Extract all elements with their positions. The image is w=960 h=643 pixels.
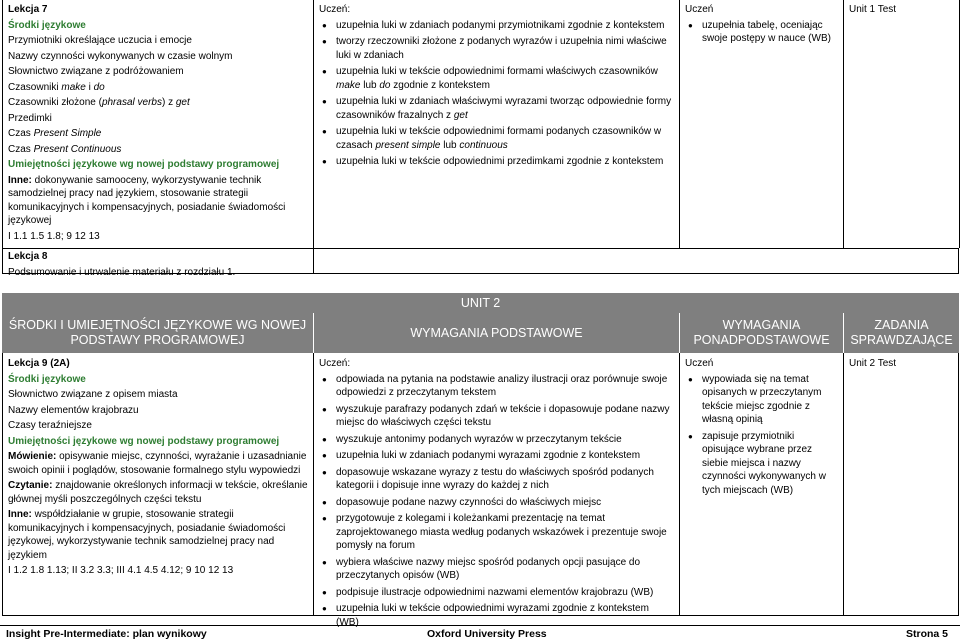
lesson7-item-make-do: Czasowniki make i do [8, 81, 105, 93]
list-item: ● uzupełnia luki w zdaniach właściwymi wyrazami tworząc odpowiednie formy czasowników frazalnych z get [319, 95, 674, 122]
lesson7-item-phrasal: Czasowniki złożone (phrasal verbs) z get [8, 97, 190, 108]
lesson9-basic-list [319, 373, 674, 630]
list-item: ● uzupełnia tabelę, oceniając swoje postępy w nauce (WB) [685, 19, 838, 46]
lesson9-item: Czasy teraźniejsze [8, 420, 92, 431]
lesson9-title: Lekcja 9 (2A) [8, 358, 70, 369]
lesson7-item: Nazwy czynności wykonywanych w czasie wolnym [8, 50, 233, 62]
test-label: Unit 1 Test [849, 4, 897, 15]
lesson8-empty-cell [314, 248, 959, 274]
uczen-label: Uczeń: [319, 4, 351, 15]
lesson7-skills-heading: Umiejętności językowe wg nowej podstawy programowej [8, 159, 280, 170]
lesson7-inne: Inne: dokonywanie samooceny, wykorzystywanie technik samodzielnej pracy nad językiem, stosowanie strategii komunikacyjnych i kompensacyjnych, posiadanie świadomości językowej [8, 174, 286, 226]
lesson7-item-simple: Czas Present Simple [8, 128, 102, 139]
list-item: ● podpisuje ilustracje odpowiednimi nazwami elementów krajobrazu (WB) [319, 586, 674, 600]
list-item: ● dopasowuje podane nazwy czynności do właściwych miejsc [319, 496, 674, 510]
lesson7-means-heading: Środki językowe [8, 19, 86, 31]
header-extended-label: WYMAGANIA PONADPODSTAWOWE [693, 318, 830, 347]
unit2-banner [2, 293, 959, 313]
lesson7-item-continuous: Czas Present Continuous [8, 143, 122, 155]
uczen-label: Uczeń: [319, 358, 351, 369]
list-item: ● wybiera właściwe nazwy miejsc spośród podanych opcji pasujące do przeczytanych opisów (WB) [319, 556, 674, 583]
footer-title: Insight Pre-Intermediate: plan wynikowy [6, 628, 207, 640]
lesson9-czytanie: Czytanie: znajdowanie określonych informacji w tekście, określanie głównej myśli poszczególnych części tekstu [8, 480, 308, 505]
header-tests [844, 313, 959, 353]
list-item: ● dopasowuje wskazane wyrazy z testu do właściwych spośród podanych kategorii i dopisuje inne wyrazy do każdej z nich [319, 466, 674, 493]
list-item: ● uzupełnia luki w tekście odpowiednimi wyrazami zgodnie z kontekstem (WB) [319, 602, 674, 629]
lesson7-extended-list [685, 19, 838, 46]
lesson9-item: Słownictwo związane z opisem miasta [8, 389, 178, 400]
header-tests-label: ZADANIA SPRAWDZAJĄCE [850, 318, 953, 347]
lesson7-skills-cell [2, 0, 314, 248]
header-extended [680, 313, 844, 353]
list-item: ● uzupełnia luki w tekście odpowiednimi formami właściwych czasowników make lub do zgodnie z kontekstem [319, 65, 674, 92]
page-footer [0, 625, 960, 643]
lesson7-item: Przedimki [8, 112, 52, 124]
lesson9-skills-cell [2, 353, 314, 616]
lesson7-extended-cell [680, 0, 844, 248]
lesson9-codes: I 1.2 1.8 1.13; II 3.2 3.3; III 4.1 4.5 4.12; 9 10 12 13 [8, 565, 234, 576]
lesson7-basic-list [319, 19, 674, 169]
lesson9-item: Nazwy elementów krajobrazu [8, 404, 139, 416]
list-item: ● odpowiada na pytania na podstawie analizy ilustracji oraz porównuje swoje odpowiedzi z przeczytanym tekstem [319, 373, 674, 400]
lesson7-title: Lekcja 7 [8, 4, 48, 15]
list-item: ● uzupełnia luki w tekście odpowiednimi formami podanych czasowników w czasach present simple lub continuous [319, 125, 674, 152]
footer-publisher: Oxford University Press [427, 628, 547, 640]
lesson9-mowienie: Mówienie: opisywanie miejsc, czynności, wyrażanie i uzasadnianie swoich opinii i poglądów, stosowanie formalnego stylu wypowiedzi [8, 451, 307, 476]
lesson7-codes: I 1.1 1.5 1.8; 9 12 13 [8, 230, 100, 242]
list-item: ● wyszukuje antonimy podanych wyrazów w przeczytanym tekście [319, 433, 674, 447]
uczen-label: Uczeń [685, 4, 714, 15]
list-item: ● zapisuje przymiotniki opisujące wybrane przez siebie miejsca i nazwy czynności wykonywanych w tych miejscach (WB) [685, 430, 838, 498]
unit2-title: UNIT 2 [460, 295, 501, 310]
lesson7-test-cell [844, 0, 960, 248]
list-item: ● tworzy rzeczowniki złożone z podanych wyrazów i uzupełnia nimi właściwe luki w zdaniach [319, 35, 674, 62]
uczen-label: Uczeń [685, 358, 714, 369]
list-item: ● wypowiada się na temat opisanych w przeczytanym tekście miejsc zgodnie z własną opinią [685, 373, 838, 427]
lesson9-basic-cell [314, 353, 680, 628]
lesson7-item: Przymiotniki określające uczucia i emocje [8, 35, 192, 46]
list-item: ● przygotowuje z kolegami i koleżankami prezentację na temat zaprojektowanego miasta według podanych wskazówek i prezentuje swoje pomysły na forum [319, 512, 674, 553]
lesson9-skills-heading: Umiejętności językowe wg nowej podstawy programowej [8, 435, 280, 447]
lesson9-test-cell [844, 353, 959, 616]
footer-page-number: Strona 5 [905, 628, 948, 640]
lesson9-extended-cell [680, 353, 844, 616]
lesson7-basic-cell [314, 0, 680, 248]
list-item: ● uzupełnia luki w zdaniach podanymi wyrazami zgodnie z kontekstem [319, 449, 674, 463]
header-skills-label: ŚRODKI I UMIEJĘTNOŚCI JĘZYKOWE WG NOWEJ PODSTAWY PROGRAMOWEJ [8, 318, 307, 347]
list-item: ● uzupełnia luki w zdaniach podanymi przymiotnikami zgodnie z kontekstem [319, 19, 674, 33]
list-item: ● wyszukuje parafrazy podanych zdań w tekście i dopasowuje podane nazwy miejsc do właściwych części tekstu [319, 403, 674, 430]
header-basic [314, 313, 680, 353]
test-label: Unit 2 Test [849, 358, 897, 369]
header-skills [2, 313, 314, 353]
lesson8-text: Podsumowanie i utrwalenie materiału z rozdziału 1. [8, 266, 236, 278]
lesson8-title: Lekcja 8 [8, 251, 48, 262]
header-basic-label: WYMAGANIA PODSTAWOWE [410, 325, 583, 340]
list-item: ● uzupełnia luki w tekście odpowiednimi przedimkami zgodnie z kontekstem [319, 155, 674, 169]
lesson7-item: Słownictwo związane z podróżowaniem [8, 66, 184, 77]
lesson9-extended-list [685, 373, 838, 498]
lesson9-means-heading: Środki językowe [8, 373, 86, 385]
lesson9-inne: Inne: współdziałanie w grupie, stosowanie strategii komunikacyjnych i kompensacyjnych, posiadanie świadomości językowej, wykorzystywanie technik samodzielnej pracy nad językiem [8, 509, 286, 561]
lesson8-cell [2, 248, 314, 278]
